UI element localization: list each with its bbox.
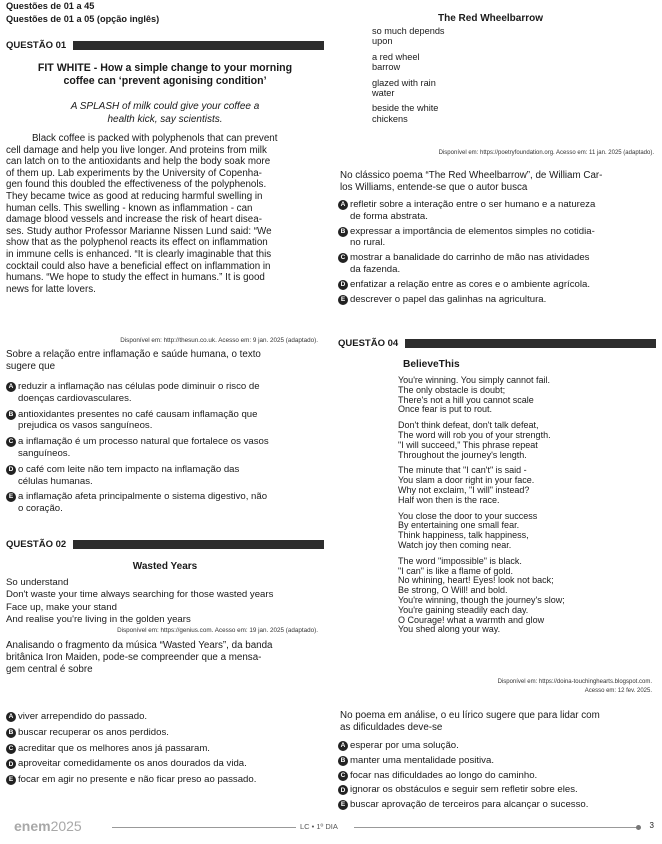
option-b[interactable] [338,755,658,767]
option-text-line: buscar aprovação de terceiros para alcançar o sucesso. [350,799,589,811]
option-d[interactable] [6,464,324,488]
option-letter-badge: C [6,744,16,754]
question-04-label: QUESTÃO 04 [338,338,399,349]
question-02-prompt [6,640,324,676]
stanza [398,421,653,460]
stanza-line: "I can" is like a flame of gold. [398,565,513,576]
option-text [350,279,590,291]
stanza-line: You slam a door right in your face. [398,475,535,486]
stanza-line: There's not a hill you cannot scale [398,394,534,405]
believe-this-source-line-2: Acesso em: 12 fev. 2025. [584,687,652,694]
option-text-line: células humanas. [18,475,93,487]
option-text [350,755,494,767]
article-subtitle [6,101,324,126]
question-04-bar [405,339,656,348]
stanza-line: Think happiness, talk happiness, [398,530,529,541]
option-letter-badge: A [338,741,348,751]
believe-this-source-line-1: Disponível em: https://doina-touchinghearts.blogspot.com. [497,679,652,685]
poem-line: water [372,88,395,99]
prompt-line: Analisando o fragmento da música “Wasted Years”, da banda [6,640,273,651]
article-title-line-2: coffee can ‘prevent agonising condition’ [63,75,267,87]
stanza-line: Be strong, O Will! and bold. [398,585,508,596]
question-01-bar [73,41,324,50]
stanza [398,512,653,551]
option-d[interactable] [6,758,324,770]
option-e[interactable] [338,294,658,306]
prompt-line: Sobre a relação entre inflamação e saúde humana, o texto [6,349,261,360]
option-letter-badge: D [6,759,16,769]
article-body-line: news for latte lovers. [6,283,96,295]
page-footer [6,818,656,838]
footer-section-label: LC • 1º DIA [300,822,338,831]
option-text [350,784,578,796]
option-text-line: mostrar a banalidade do carrinho de mão nas atividades [350,252,590,264]
stanza-line: You shed along your way. [398,624,501,635]
article-body-line: Black coffee is packed with polyphenols that can prevent [32,133,278,144]
poem-line: glazed with rain [372,77,436,88]
option-text-line: focar nas dificuldades ao longo do caminho. [350,769,538,781]
option-a[interactable] [338,199,658,223]
option-text-line: doenças cardiovasculares. [18,392,132,404]
option-d[interactable] [338,279,658,291]
article-body-line: gen found this doubled the effectiveness of the polyphenols. [6,179,267,191]
option-text-line: enfatizar a relação entre as cores e o ambiente agrícola. [350,278,590,290]
option-text [350,294,546,306]
lyric-line: Don't waste your time always searching for those wasted years [6,589,274,601]
option-text-line: buscar recuperar os anos perdidos. [18,726,169,738]
option-text-line: manter uma mentalidade positiva. [350,754,494,766]
article-body-line: human cells. This swelling - known as inflammation - can [6,202,253,214]
option-letter-badge: D [338,280,348,290]
exam-header-subrange: Questões de 01 a 05 (opção inglês) [6,14,160,24]
option-a[interactable] [6,711,324,723]
song-source: Disponível em: https://genius.com. Acesso em: 19 jan. 2025 (adaptado). [117,627,318,634]
option-text [18,409,257,433]
option-letter-badge: D [6,465,16,475]
option-text-line: no rural. [350,237,386,249]
option-text-line: a inflamação é um processo natural que fortalece os vasos [18,436,269,448]
stanza-line: You're winning. You simply cannot fail. [398,375,550,385]
option-text [350,799,588,811]
question-01-prompt [6,349,324,373]
footer-dot [636,825,641,830]
option-text-line: de forma abstrata. [350,210,428,222]
question-03-prompt [340,170,658,194]
poem-title: The Red Wheelbarrow [438,13,544,24]
prompt-line: britânica Iron Maiden, pode-se compreender que a mensa- [6,652,262,663]
question-04-prompt [340,710,658,734]
option-b[interactable] [338,226,658,250]
option-text [350,252,589,276]
article-source: Disponível em: http://thesun.co.uk. Acesso em: 9 jan. 2025 (adaptado). [120,337,318,344]
article-title [6,62,324,88]
option-text [18,743,210,755]
option-text-line: acreditar que os melhores anos já passaram. [18,742,210,754]
question-04-header [338,338,656,349]
prompt-line: No poema em análise, o eu lírico sugere que para lidar com [340,710,600,721]
stanza [398,466,653,505]
option-text [350,199,595,223]
option-letter-badge: E [6,492,16,502]
option-letter-badge: D [338,785,348,795]
option-c[interactable] [338,252,658,276]
option-text-line: esperar por uma solução. [350,740,459,751]
prompt-line: sugere que [6,361,56,372]
footer-rule-right [354,827,638,828]
stanza-line: Once fear is put to rout. [398,404,493,415]
option-text-line: viver arrependido do passado. [18,711,148,722]
option-letter-badge: B [6,728,16,738]
stanza-line: Watch joy then coming near. [398,539,512,550]
option-text [18,774,256,786]
option-letter-badge: A [338,200,348,210]
option-letter-badge: E [6,775,16,785]
option-text [18,436,269,460]
stanza-line: Why not exclaim, "I will" instead? [398,484,530,495]
option-text-line: antioxidantes presentes no café causam inflamação que [18,408,258,420]
option-letter-badge: C [338,253,348,263]
question-02-label: QUESTÃO 02 [6,539,67,550]
stanza [398,557,653,635]
page-number: 3 [649,821,654,830]
option-text [18,464,239,488]
question-02-header [6,539,324,550]
article-body-line: They became twice as good at reducing harmful swelling in [6,190,263,202]
enem-brand: enem [14,818,51,834]
stanza-line: Half won then is the race. [398,494,500,505]
option-text-line: da fazenda. [350,263,401,275]
article-body-line: damage blood vessels and increase the risk of heart disea- [6,214,262,226]
believe-this-title: BelieveThis [403,359,460,370]
lyric-line: So understand [6,577,69,588]
option-text [18,711,147,723]
option-text-line: ignorar os obstáculos e seguir sem refletir sobre eles. [350,784,578,796]
article-subtitle-line-2: health kick, say scientists. [107,113,223,125]
option-c[interactable] [6,743,324,755]
option-letter-badge: B [338,756,348,766]
option-text [18,727,169,739]
article-body-line: humans. “We hope to study the effect in humans.” It is good [6,272,265,284]
poem-line: a red wheel [372,51,420,62]
option-letter-badge: E [338,800,348,810]
stanza-line: The only obstacle is doubt; [398,384,506,395]
stanza-line: No whining, heart! Eyes! look not back; [398,575,554,586]
poem-red-wheelbarrow [372,26,572,124]
option-letter-badge: B [6,410,16,420]
article-title-line-1: FIT WHITE - How a simple change to your morning [37,62,293,74]
poem-line: so much depends [372,26,445,36]
question-01-header [6,40,324,51]
question-02-options [6,711,324,790]
option-c[interactable] [6,436,324,460]
option-b[interactable] [6,409,324,433]
option-e[interactable] [6,774,324,786]
question-03-options [338,199,658,308]
option-text-line: o coração. [18,503,63,515]
option-text-line: refletir sobre a interação entre o ser humano e a natureza [350,199,596,210]
article-body-line: in immune cells is enhanced. “It is clearly imaginable that this [6,248,272,260]
stanza [398,376,653,415]
option-letter-badge: A [6,712,16,722]
option-d[interactable] [338,784,658,796]
option-a[interactable] [6,381,324,405]
option-text-line: expressar a importância de elementos simples no cotidia- [350,225,595,237]
article-body-line: cocktail could also have a beneficial effect on inflammation in [6,260,271,272]
stanza-line: The minute that "I can't" is said - [398,465,527,476]
option-text-line: sanguíneos. [18,447,71,459]
option-text [18,381,260,405]
stanza-line: "I will succeed," This phrase repeat [398,439,538,450]
stanza-line: Throughout the journey's length. [398,449,527,460]
option-b[interactable] [6,727,324,739]
option-letter-badge: A [6,382,16,392]
option-text-line: focar em agir no presente e não ficar preso ao passado. [18,774,257,786]
stanza-line: Don't think defeat, don't talk defeat, [398,420,539,431]
option-text [350,770,537,782]
prompt-line: as dificuldades deve-se [340,722,443,733]
stanza-line: By entertaining one small fear. [398,520,520,531]
stanza-line: You close the door to your success [398,510,538,521]
article-body [6,133,324,295]
poem-line: chickens [372,113,408,124]
poem-source: Disponível em: https://poetryfoundation.org. Acesso em: 11 jan. 2025 (adaptado). [438,150,654,156]
poem-line: beside the white [372,103,439,114]
article-subtitle-line-1: A SPLASH of milk could give your coffee a [70,101,260,112]
believe-this-source [340,678,652,695]
enem-logo [14,818,82,834]
footer-rule-left [112,827,296,828]
option-text-line: reduzir a inflamação nas células pode diminuir o risco de [18,381,260,392]
song-title: Wasted Years [132,561,198,572]
lyric-line: Face up, make your stand [6,601,117,613]
option-text [350,740,459,752]
option-text-line: prejudica os vasos sanguíneos. [18,420,153,432]
option-text-line: descrever o papel das galinhas na agricultura. [350,293,547,305]
stanza-line: O Courage! what a warmth and glow [398,614,545,625]
option-text-line: aproveitar comedidamente os anos dourados da vida. [18,758,247,770]
option-e[interactable] [338,799,658,811]
stanza-line: You're winning, though the journey's slow; [398,594,565,605]
enem-year: 2025 [50,818,82,834]
question-01-options [6,381,324,519]
option-text [18,491,267,515]
article-body-line: can latch on to the antioxidants and help the body soak more [6,156,271,168]
article-body-line: show that as the polyphenol reacts its effect on inflammation [6,237,268,249]
poem-line: upon [372,36,393,47]
question-01-label: QUESTÃO 01 [6,40,67,51]
believe-this-poem [398,376,653,641]
exam-header-range: Questões de 01 a 45 [6,1,95,11]
option-text-line: o café com leite não tem impacto na inflamação das [18,463,240,475]
option-letter-badge: C [338,771,348,781]
lyric-line: And realise you're living in the golden years [6,613,191,625]
prompt-line: No clássico poema “The Red Wheelbarrow”, de William Car- [340,170,603,181]
stanza-line: You're gaining steadily each day. [398,604,529,615]
prompt-line: los Williams, entende-se que o autor busca [340,182,528,193]
article-body-line: cell damage and help you live longer. And proteins from milk [6,144,267,156]
option-e[interactable] [6,491,324,515]
prompt-line: gem central é sobre [6,664,93,675]
article-body-line: ses. Study author Professor Marianne Nissen Lund said: “We [6,225,272,237]
option-c[interactable] [338,770,658,782]
question-04-options [338,740,658,814]
option-letter-badge: C [6,437,16,447]
option-text [350,226,595,250]
option-letter-badge: E [338,295,348,305]
question-02-bar [73,540,324,549]
option-text-line: a inflamação afeta principalmente o sistema digestivo, não [18,491,268,503]
option-text [18,758,247,770]
poem-line: barrow [372,62,401,73]
option-letter-badge: B [338,227,348,237]
option-a[interactable] [338,740,658,752]
stanza-line: The word "impossible" is black. [398,555,522,566]
article-body-line: of them up. Lab experiments by the University of Copenha- [6,167,262,179]
stanza-line: The word will rob you of your strength. [398,429,551,440]
song-lyrics [6,577,326,626]
